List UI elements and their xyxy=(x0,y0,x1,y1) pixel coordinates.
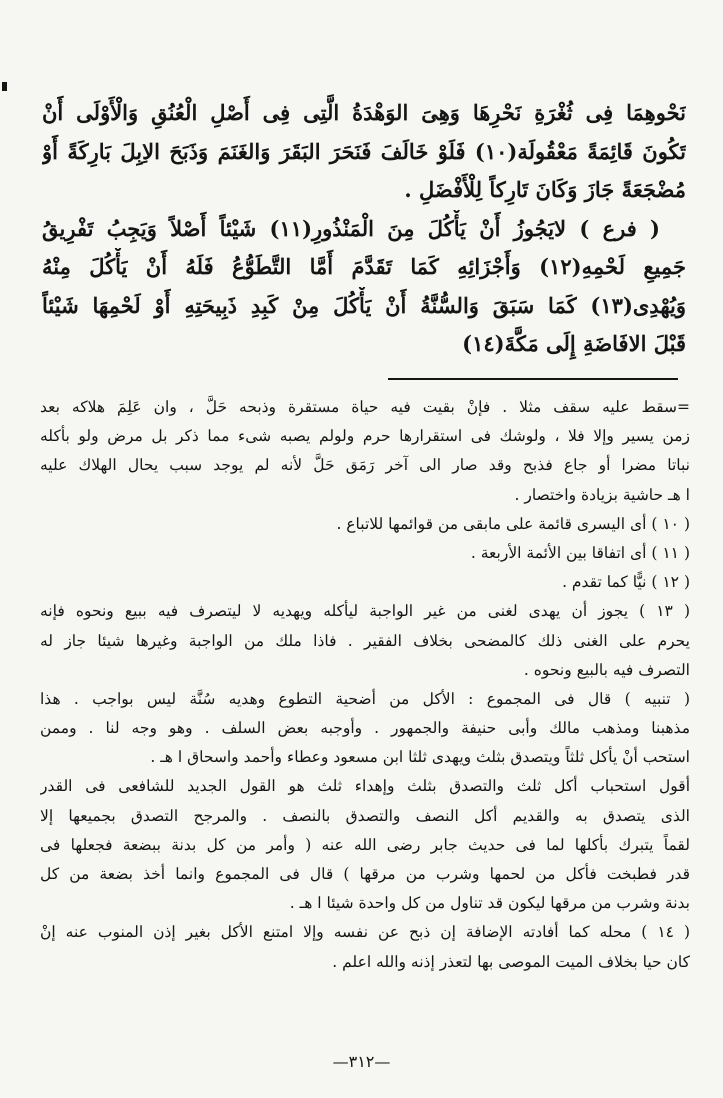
footnote-line: أقول استحباب أكل ثلث والتصدق بثلث وإهداء ثلث هو القول الجديد للشافعى فى القدر xyxy=(40,777,690,796)
footnote-line: قدر فطبخت فأكل من لحمها وشرب من مرقها ) قال فى المجموع وانما أخذ بضعة من كل xyxy=(40,865,690,883)
footnote-line: ( تنبيه ) قال فى المجموع : الأكل من أضحية التطوع وهديه سُنَّة ليس بواجب . هذا xyxy=(40,689,690,708)
main-text-line: مُضْجَعَةً جَازَ وَكَانَ تَارِكاً لِلْأَفْضَلِ . xyxy=(404,177,686,202)
scan-edge-mark xyxy=(2,82,7,91)
main-text-line: جَمِيعِ لَحْمِهِ(١٢) وَأَجْزَائِهِ كَمَا تَقَدَّمَ أَمَّا التَّطَوُّعُ فَلَهُ أَنْ يَأْكُلَ مِنْهُ xyxy=(42,254,686,279)
footnote-line: نباتا مضرا أو جاع فذبح وقد صار الى آخر رَمَق حَلَّ لأنه لم يوجد سبب يحال الهلاك عليه xyxy=(40,456,690,475)
footnote-line: كان حيا بخلاف الميت الموصى بها لتعذر إذنه والله اعلم . xyxy=(332,952,690,971)
main-text-line: وَيُهْدِى(١٣) كَمَا سَبَقَ وَالسُّنَّةُ أَنْ يَأْكُلَ مِنْ كَبِدِ ذَبِيحَتِهِ أَوْ لَحْمِهَا شَيْئاً xyxy=(42,292,686,318)
footnote-line: يحرم على الغنى ذلك كالمضحى بخلاف الفقير . فاذا ملك من الواجبة وغيرها شيئا جاز له xyxy=(40,631,690,650)
footnote-line: استحب أنْ يأكل ثلثاً ويتصدق بثلث ويهدى ثلثا ابن مسعود وعطاء وأحمد واسحاق ا هـ . xyxy=(150,748,690,767)
footnotes-block xyxy=(40,393,690,977)
footnote-line: بدنة وشرب من مرقها ليكون قد تناول من كل واحدة شيئا ا هـ . xyxy=(289,894,690,913)
footnote-line: ( ١٠ ) أى اليسرى قائمة على مابقى من قوائمها للاتباع . xyxy=(336,514,690,533)
main-text-line: نَحْوهِمَا فِى ثُغْرَةِ نَحْرِهَا وَهِىَ الوَهْدَةُ الَّتِى فِى أَصْلِ الْعُنُقِ وَالْأَوْلَى أَنْ xyxy=(42,100,686,125)
page-number: —٣١٢— xyxy=(332,1052,391,1071)
main-text-line: تَكُونَ قَائِمَةً مَعْقُولَة(١٠) فَلَوْ خَالَفَ فَنَحَرَ البَقَرَ وَالغَنَمَ وَذَبَحَ الاِبِلَ بَارِكَةً أَوْ xyxy=(42,138,686,164)
main-text-block xyxy=(42,94,686,364)
footnote-line: ( ١٤ ) محله كما أفادته الإضافة إن ذبح عن نفسه وإلا امتنع الأكل بغير إذن المنوب عنه إنْ xyxy=(40,923,690,942)
footnote-line: =سقط عليه سقف مثلا . فإنْ بقيت فيه حياة مستقرة وذبحه حَلَّ ، وان عَلِمَ هلاكه بعد xyxy=(40,398,690,416)
footnote-line: لقماً يتبرك بأكلها لما فى حديث جابر رضى الله عنه ( وأمر من كل بدنة ببضعة فجعلها فى xyxy=(40,835,690,854)
footnote-line: مذهبنا ومذهب مالك وأبى حنيفة والجمهور . وأوجبه بعض السلف . وهو وجه لنا . وممن xyxy=(40,719,690,738)
footnote-separator xyxy=(388,378,678,380)
footnote-line: ( ١٣ ) يجوز أن يهدى لغنى من غير الواجبة ليأكله ويهديه لا ليتصرف فيه ببيع ونحوه فإنه xyxy=(40,602,690,621)
footnote-line: الذى يتصدق به والقديم أكل النصف والتصدق بالنصف . والمرجح التصدق بجميعها إلا xyxy=(40,806,690,825)
footnote-line: ( ١٢ ) نيًّا كما تقدم . xyxy=(562,573,690,592)
footnote-line: ( ١١ ) أى اتفاقا بين الأئمة الأربعة . xyxy=(470,543,690,562)
main-text-line: ( فرع ) لايَجُوزُ أَنْ يَأْكُلَ مِنَ الْمَنْذُورِ(١١) شَيْئاً أَصْلاً وَيَجِبُ تَفْرِيقُ xyxy=(42,215,660,241)
footnote-line: ا هـ حاشية بزيادة واختصار . xyxy=(514,485,690,504)
main-text-line: قَبْلَ الافَاضَةِ إِلَى مَكَّةَ(١٤) xyxy=(462,331,686,356)
footnote-line: زمن يسير وإلا فلا ، ولوشك فى استقرارها حرم ولولم يصبه شىء مما ذكر بل مرض ولو بأكله xyxy=(40,427,690,446)
footnote-line: التصرف فيه بالبيع ونحوه . xyxy=(523,660,690,679)
